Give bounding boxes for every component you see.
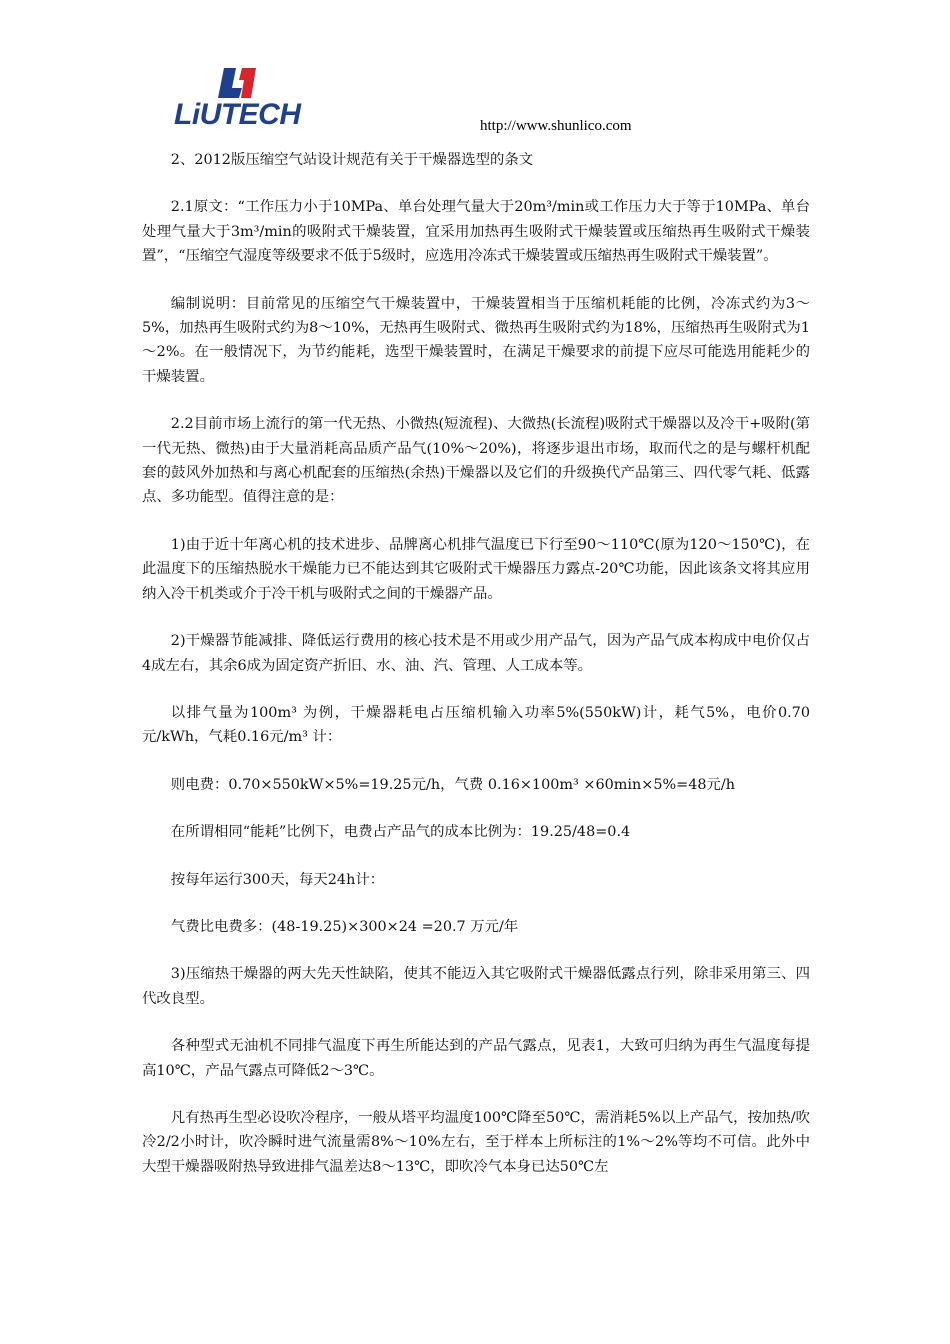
paragraph-original-text: 2.1原文：“工作压力小于10MPa、单台处理气量大于20m³/min或工作压力大于等于10MPa、单台处理气量大于3m³/min的吸附式干燥装置，宜采用加热再生吸附式干燥装置或压缩热再生吸附式干燥装置”，“压缩空气湿度等级要求不低于5级时，应选用冷冻式干燥装置或压缩热再生吸附式干燥装置”。 xyxy=(142,199,810,265)
document-body xyxy=(142,148,810,1179)
formula-annual: 气费比电费多：(48-19.25)×300×24 =20.7 万元/年 xyxy=(170,918,519,935)
paragraph-dew-point: 各种型式无油机不同排气温度下再生所能达到的产品气露点，见表1，大致可归纳为再生气温度每提高10℃，产品气露点可降低2～3℃。 xyxy=(142,1038,810,1079)
formula-cost: 则电费：0.70×550kW×5%=19.25元/h，气费 0.16×100m³ ×60min×5%=48元/h xyxy=(170,776,736,793)
paragraph-market-overview: 2.2目前市场上流行的第一代无热、小微热(短流程)、大微热(长流程)吸附式干燥器以及冷干+吸附(第一代无热、微热)由于大量消耗高品质产品气(10%～20%)，将逐步退出市场，取而代之的是与螺杆机配套的鼓风外加热和与离心机配套的压缩热(余热)干燥器以及它们的升级换代产品第三、四代零气耗、低露点、多功能型。值得注意的是： xyxy=(142,416,810,506)
paragraph-point-1: 1)由于近十年离心机的技术进步、品牌离心机排气温度已下行至90～110℃(原为120～150℃)，在此温度下的压缩热脱水干燥能力已不能达到其它吸附式干燥器压力露点-20℃功能，因此该条文将其应用纳入冷干机类或介于冷干机与吸附式之间的干燥器产品。 xyxy=(142,536,810,602)
logo-text: LiUTECH xyxy=(174,98,301,130)
logo-graphic xyxy=(172,66,304,130)
paragraph-editorial-note: 编制说明：目前常见的压缩空气干燥装置中，干燥装置相当于压缩机耗能的比例，冷冻式约为3～5%，加热再生吸附式约为8～10%，无热再生吸附式、微热再生吸附式约为18%，压缩热再生吸附式为1～2%。在一般情况下，为节约能耗，选型干燥装置时，在满足干燥要求的前提下应尽可能选用能耗少的干燥装置。 xyxy=(142,295,810,385)
paragraph-point-2: 2)干燥器节能减排、降低运行费用的核心技术是不用或少用产品气，因为产品气成本构成中电价仅占4成左右，其余6成为固定资产折旧、水、油、汽、管理、人工成本等。 xyxy=(142,633,810,674)
header-url: http://www.shunlico.com xyxy=(480,118,632,134)
paragraph-example: 以排气量为100m³ 为例，干燥器耗电占压缩机输入功率5%(550kW)计，耗气5%，电价0.70元/kWh，气耗0.16元/m³ 计： xyxy=(142,704,810,746)
liutech-logo xyxy=(172,66,304,130)
formula-operation: 按每年运行300天，每天24h计： xyxy=(170,871,385,888)
paragraph-cooling: 凡有热再生型必设吹冷程序，一般从塔平均温度100℃降至50℃，需消耗5%以上产品气，按加热/吹冷2/2小时计，吹冷瞬时进气流量需8%～10%左右，至于样本上所标注的1%～2%等均不可信。此外中大型干燥器吸附热导致进排气温差达8～13℃，即吹冷气本身已达50℃左 xyxy=(142,1109,810,1175)
formula-ratio: 在所谓相同“能耗”比例下，电费占产品气的成本比例为：19.25/48=0.4 xyxy=(170,824,631,841)
paragraph-point-3: 3)压缩热干燥器的两大先天性缺陷，使其不能迈入其它吸附式干燥器低露点行列，除非采用第三、四代改良型。 xyxy=(142,966,810,1007)
section-heading: 2、2012版压缩空气站设计规范有关于干燥器选型的条文 xyxy=(170,152,534,168)
